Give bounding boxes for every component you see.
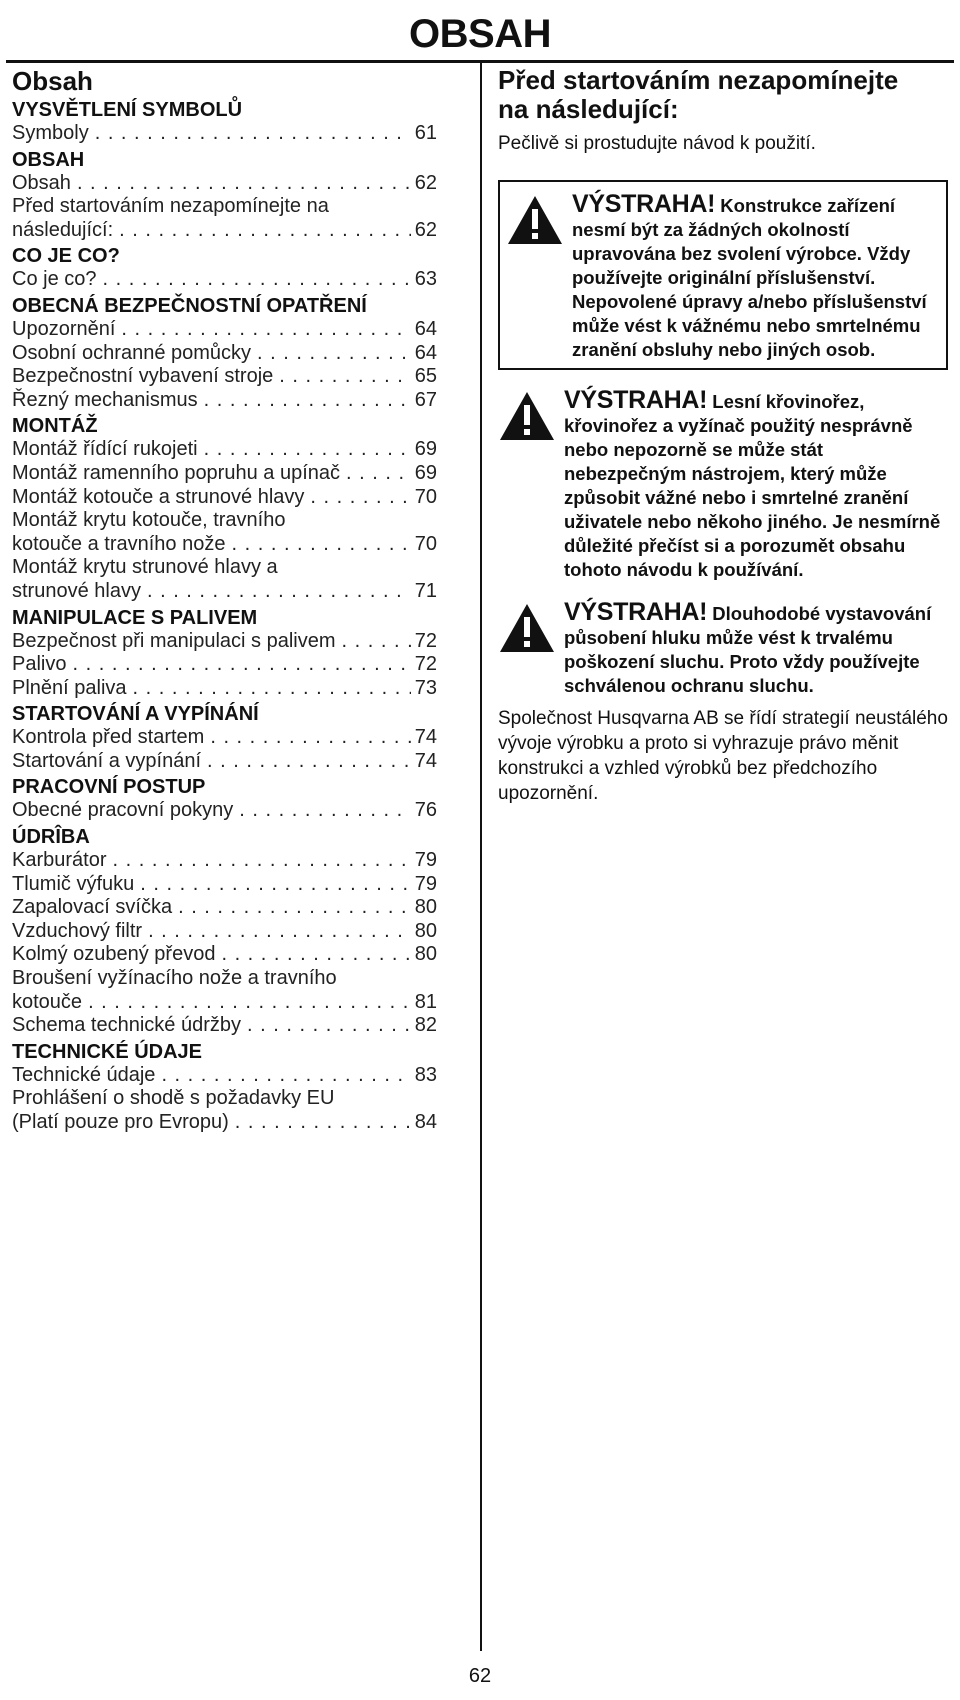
toc-entry-title: následující: [12,218,114,241]
toc-entry-title: kotouče [12,990,83,1013]
toc-entry-title: Kolmý ozubený převod [12,943,216,966]
toc-entry [12,967,437,991]
toc-section-heading: MONTÁŽ [12,415,98,438]
toc-section-heading: MANIPULACE S PALIVEM [12,606,258,629]
toc-entry-page: 76 [414,799,437,822]
toc-entry-title: Co je co? [12,268,97,291]
toc-dot-leader [161,1064,410,1088]
toc-entry [12,438,437,462]
warning-box [498,180,948,370]
toc-section-heading: ÚDRÎBA [12,826,90,849]
toc-entry-title: Prohlášení o shodě s požadavky EU [12,1087,335,1110]
toc-entry-page: 79 [414,849,437,872]
toc-entry [12,462,437,486]
toc-entry-page: 83 [414,1063,437,1086]
toc-entry-page: 70 [414,485,437,508]
toc-entry [12,1014,437,1038]
toc-entry [12,318,437,342]
toc-entry [12,486,437,510]
toc-entry-title: Osobní ochranné pomůcky [12,341,252,364]
toc-dot-leader [148,920,411,944]
notice-title [498,66,948,124]
pre-start-notice [498,66,948,806]
toc-entry [12,943,437,967]
toc-entry-page: 62 [414,218,437,241]
toc-entry-page: 61 [414,122,437,144]
toc-entry-title: Upozornění [12,317,116,340]
toc-entry [12,533,437,557]
toc-dot-leader [95,122,411,146]
toc-entry [12,1111,437,1135]
toc-entry-title: Broušení vyžínacího nože a travního [12,967,337,990]
toc-dot-leader [133,677,411,701]
toc-entry-title: Kontrola před startem [12,726,205,749]
notice-title-line-1: Před startováním nezapomínejte [498,65,899,95]
toc-entry-title: Schema technické údržby [12,1014,242,1037]
toc-entry-title: Karburátor [12,849,107,872]
toc-entry [12,365,437,389]
toc-entry-page: 74 [414,726,437,749]
toc-title: Obsah [12,66,93,96]
manufacturer-notice: Společnost Husqvarna AB se řídí strategií neustálého vývoje výrobku a proto si vyhrazuje právo měnit konstrukci a vzhled výrobků bez předchozího upozornění. [498,708,948,804]
toc-entry-page: 80 [414,896,437,919]
toc-entry-page: 67 [414,388,437,411]
toc-dot-leader [235,1111,411,1135]
toc-dot-leader [247,1014,411,1038]
toc-entry-page: 72 [414,629,437,652]
toc-entry [12,849,437,873]
warning-label: VÝSTRAHA! [564,598,708,626]
toc-entry-title: Palivo [12,653,67,676]
warning-text-block [556,600,948,698]
toc-entry-page: 63 [414,268,437,291]
toc-entry-title: Vzduchový filtr [12,919,143,942]
toc-entry [12,219,437,243]
toc-section-heading: VYSVĚTLENÍ SYMBOLŮ [12,99,243,121]
toc-entry [12,122,437,146]
toc-section-heading: OBECNÁ BEZPEČNOSTNÍ OPATŘENÍ [12,294,367,317]
toc-entry-title: kotouče a travního nože [12,532,226,555]
toc-dot-leader [221,943,410,967]
page-title: OBSAH [409,12,551,56]
toc-dot-leader [279,365,410,389]
toc-entry [12,653,437,677]
toc-entry-page: 82 [414,1014,437,1037]
toc-entry-title: Montáž řídící rukojeti [12,438,198,461]
notice-intro: Pečlivě si prostudujte návod k použití. [498,133,816,154]
toc-dot-leader [77,172,411,196]
warning-triangle-icon [498,602,556,698]
toc-entry [12,750,437,774]
toc-entry-title: Bezpečnost při manipulaci s palivem [12,629,336,652]
toc-entry-page: 69 [414,438,437,461]
toc-entry [12,509,437,533]
warning-text: Konstrukce zařízení nesmí být za žádných okolností upravována bez svolení výrobce. Vždy používejte originální příslušenství. Nepovolené úpravy a/nebo příslušenství může vést k vážnému nebo smrtelnému zranění obsluhy nebo jiných osob. [572,195,927,360]
toc-dot-leader [239,799,411,823]
toc-entry [12,1064,437,1088]
toc-entry [12,991,437,1015]
toc-entry-title: strunové hlavy [12,579,141,602]
toc-entry [12,920,437,944]
toc-entry [12,172,437,196]
toc-section-heading: PRACOVNÍ POSTUP [12,776,206,799]
warning-text: Lesní křovinořez, křovinořez a vyžínač použitý nesprávně nebo nepozorně se může stát nebezpečným nástrojem, který může způsobit vážné nebo i smrtelné zranění uživatele nebo někoho jiného. Je nesmírně důležité přečíst si a porozumět obsahu tohoto návodu k používání. [564,391,941,580]
warning-block [498,388,948,582]
toc-dot-leader [72,653,410,677]
toc-entry-page: 74 [414,749,437,772]
toc-entry-title: Tlumič výfuku [12,872,135,895]
toc-dot-leader [113,849,411,873]
toc-entry-title: Bezpečnostní vybavení stroje [12,365,274,388]
toc-dot-leader [210,726,410,750]
warning-block [498,600,948,698]
toc-dot-leader [178,896,411,920]
toc-entry-page: 62 [414,171,437,194]
column-divider [480,63,482,1651]
toc-entry [12,896,437,920]
toc-entry-title: (Platí pouze pro Evropu) [12,1111,229,1133]
toc-entry-title: Montáž ramenního popruhu a upínač [12,461,340,484]
toc-entry [12,630,437,654]
toc-list [12,99,437,1135]
toc-section-heading: TECHNICKÉ ÚDAJE [12,1040,203,1063]
toc-entry-page: 79 [414,872,437,895]
toc-entry-title: Montáž krytu strunové hlavy a [12,556,278,579]
toc-dot-leader [204,438,411,462]
table-of-contents [12,66,437,1135]
toc-entry-title: Montáž kotouče a strunové hlavy [12,485,305,508]
toc-entry [12,556,437,580]
toc-dot-leader [119,219,411,243]
toc-entry-title: Montáž krytu kotouče, travního [12,509,286,532]
notice-title-line-2: na následující: [498,94,679,124]
toc-entry [12,389,437,413]
toc-entry [12,342,437,366]
toc-dot-leader [140,873,411,897]
toc-entry-page: 81 [414,990,437,1013]
toc-section-heading: STARTOVÁNÍ A VYPÍNÁNÍ [12,703,259,726]
warning-label: VÝSTRAHA! [572,190,716,218]
toc-entry-page: 73 [414,676,437,699]
toc-dot-leader [147,580,411,604]
toc-entry-title: Plnění paliva [12,676,127,699]
page-number: 62 [468,1665,492,1687]
toc-entry [12,799,437,823]
toc-entry [12,268,437,292]
toc-dot-leader [88,991,411,1015]
toc-entry-page: 65 [414,365,437,388]
toc-entry-title: Řezný mechanismus [12,388,198,411]
toc-dot-leader [204,389,411,413]
toc-entry [12,580,437,604]
toc-entry [12,873,437,897]
warning-triangle-icon [498,390,556,582]
toc-dot-leader [231,533,410,557]
toc-dot-leader [310,486,410,510]
toc-entry-page: 84 [414,1111,437,1133]
toc-entry-page: 69 [414,461,437,484]
warning-text-block [556,388,948,582]
toc-dot-leader [257,342,411,366]
toc-entry-title: Obsah [12,171,71,194]
warning-text: Dlouhodobé vystavování působení hluku může vést k trvalému poškození sluchu. Proto vždy používejte schválenou ochranu sluchu. [564,603,932,696]
toc-entry [12,195,437,219]
toc-entry [12,677,437,701]
toc-entry-title: Symboly [12,122,89,144]
toc-dot-leader [346,462,411,486]
toc-section-heading: OBSAH [12,148,85,171]
toc-entry-title: Technické údaje [12,1063,156,1086]
toc-dot-leader [207,750,411,774]
toc-entry-page: 80 [414,943,437,966]
toc-entry-page: 64 [414,341,437,364]
toc-entry-title: Startování a vypínání [12,749,202,772]
toc-entry-title: Před startováním nezapomínejte na [12,195,329,218]
toc-entry-page: 72 [414,653,437,676]
toc-entry-page: 80 [414,919,437,942]
toc-entry [12,1087,437,1111]
warning-label: VÝSTRAHA! [564,386,708,414]
toc-dot-leader [342,630,411,654]
toc-entry-page: 64 [414,317,437,340]
toc-entry-page: 71 [414,579,437,602]
warning-text-block [564,192,940,362]
toc-entry [12,726,437,750]
toc-entry-page: 70 [414,532,437,555]
toc-dot-leader [103,268,411,292]
toc-dot-leader [121,318,410,342]
toc-entry-title: Zapalovací svíčka [12,896,173,919]
toc-section-heading: CO JE CO? [12,245,120,268]
warning-triangle-icon [506,194,564,362]
toc-entry-title: Obecné pracovní pokyny [12,799,234,822]
